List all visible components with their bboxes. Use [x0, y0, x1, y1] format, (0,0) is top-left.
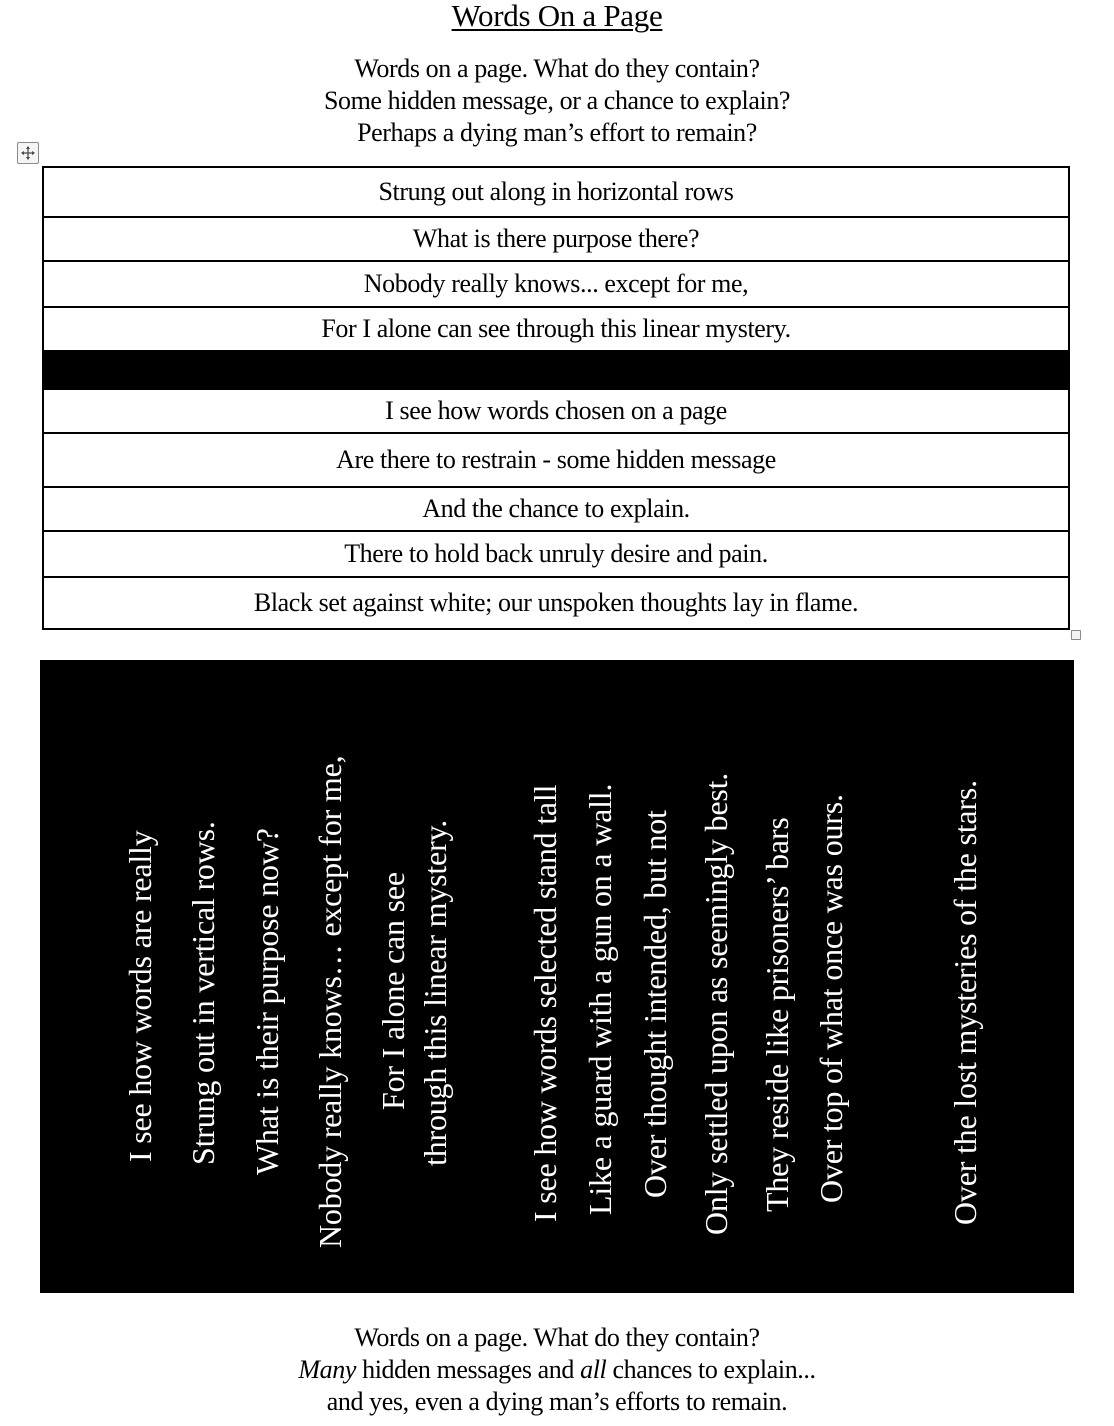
vertical-poem-panel	[40, 660, 1074, 1293]
move-arrows-icon	[21, 146, 35, 160]
table-row	[43, 167, 1069, 217]
closing-line-3: and yes, even a dying man’s efforts to remain.	[326, 1387, 788, 1416]
table-row	[43, 307, 1069, 351]
vertical-poem-line: Only settled upon as seemingly best.	[698, 772, 734, 1235]
table-move-handle[interactable]	[17, 142, 39, 164]
vertical-poem-line: They reside like prisoners’ bars	[759, 817, 795, 1212]
table-row	[43, 389, 1069, 433]
table-cell: Nobody really knows... except for me,	[43, 261, 1069, 307]
table-row	[43, 531, 1069, 577]
vertical-poem-line: Over thought intended, but not	[637, 810, 673, 1198]
table-cell: For I alone can see through this linear mystery.	[43, 307, 1069, 351]
emphasis-all: all	[580, 1355, 607, 1384]
closing-stanza	[0, 1322, 1114, 1418]
closing-line-2: Many hidden messages and all chances to explain...	[298, 1355, 816, 1384]
vertical-poem-line: Over top of what once was ours.	[813, 794, 849, 1203]
table-cell: Are there to restrain - some hidden message	[43, 433, 1069, 487]
table-row	[43, 433, 1069, 487]
table-cell: And the chance to explain.	[43, 487, 1069, 531]
vertical-poem-line: Nobody really knows… except for me,	[312, 755, 348, 1248]
table-row	[43, 217, 1069, 261]
opening-line-2: Some hidden message, or a chance to explain?	[323, 86, 791, 115]
vertical-poem-line: What is their purpose now?	[249, 828, 285, 1175]
table-cell	[43, 351, 1069, 389]
table-row	[43, 487, 1069, 531]
vertical-poem-line: I see how words selected stand tall	[527, 784, 563, 1222]
vertical-poem-line: Over the lost mysteries of the stars.	[947, 780, 983, 1225]
vertical-poem-line: Strung out in vertical rows.	[185, 821, 221, 1165]
poem-title: Words On a Page	[451, 0, 663, 33]
table-cell: I see how words chosen on a page	[43, 389, 1069, 433]
poem-table	[42, 166, 1070, 630]
table-row	[43, 577, 1069, 629]
vertical-poem-line: Like a guard with a gun on a wall.	[582, 783, 618, 1215]
vertical-poem-line: For I alone can see	[375, 872, 411, 1110]
vertical-poem-line: through this linear mystery.	[417, 819, 453, 1166]
emphasis-many: Many	[298, 1355, 356, 1384]
table-spacer-row	[43, 351, 1069, 389]
vertical-poem-line: I see how words are really	[122, 830, 158, 1162]
closing-line-1: Words on a page. What do they contain?	[354, 1323, 760, 1352]
opening-line-3: Perhaps a dying man’s effort to remain?	[357, 118, 757, 147]
opening-line-1: Words on a page. What do they contain?	[354, 54, 760, 83]
table-resize-handle[interactable]	[1071, 630, 1081, 640]
table-cell: Black set against white; our unspoken thoughts lay in flame.	[43, 577, 1069, 629]
table-cell: What is there purpose there?	[43, 217, 1069, 261]
opening-stanza	[0, 53, 1114, 149]
table-cell: Strung out along in horizontal rows	[43, 167, 1069, 217]
table-cell: There to hold back unruly desire and pain.	[43, 531, 1069, 577]
table-row	[43, 261, 1069, 307]
